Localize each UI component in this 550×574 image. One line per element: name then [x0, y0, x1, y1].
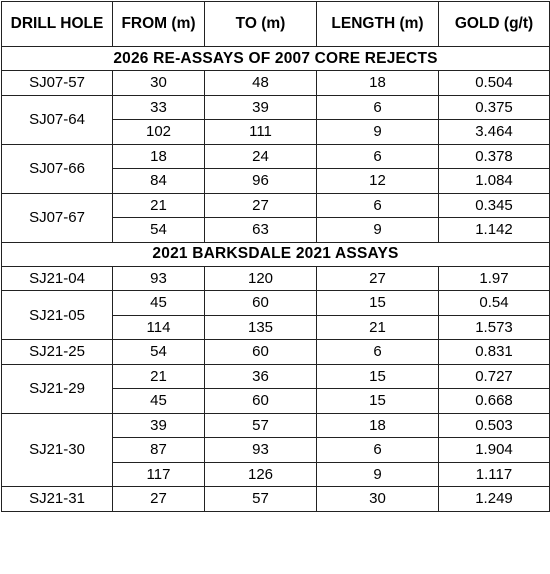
length-cell: 9 — [317, 120, 439, 145]
to-cell: 57 — [205, 413, 317, 438]
gold-cell: 0.378 — [439, 144, 550, 169]
length-cell: 15 — [317, 364, 439, 389]
gold-cell: 0.504 — [439, 71, 550, 96]
gold-cell: 0.503 — [439, 413, 550, 438]
drill-hole-cell: SJ21-29 — [2, 364, 113, 413]
from-cell: 39 — [113, 413, 205, 438]
from-cell: 114 — [113, 315, 205, 340]
table-row — [2, 193, 550, 218]
length-cell: 21 — [317, 315, 439, 340]
to-cell: 120 — [205, 266, 317, 291]
from-cell: 84 — [113, 169, 205, 194]
gold-cell: 0.831 — [439, 340, 550, 365]
gold-cell: 0.375 — [439, 95, 550, 120]
table-row — [2, 291, 550, 316]
length-cell: 18 — [317, 71, 439, 96]
length-cell: 30 — [317, 487, 439, 512]
section-header-row — [2, 242, 550, 266]
length-cell: 15 — [317, 291, 439, 316]
to-cell: 63 — [205, 218, 317, 243]
gold-cell: 0.668 — [439, 389, 550, 414]
drill-hole-cell: SJ07-57 — [2, 71, 113, 96]
to-cell: 96 — [205, 169, 317, 194]
drill-hole-cell: SJ21-04 — [2, 266, 113, 291]
length-cell: 6 — [317, 438, 439, 463]
to-cell: 36 — [205, 364, 317, 389]
gold-cell: 0.727 — [439, 364, 550, 389]
gold-cell: 1.573 — [439, 315, 550, 340]
from-cell: 18 — [113, 144, 205, 169]
length-cell: 18 — [317, 413, 439, 438]
to-cell: 57 — [205, 487, 317, 512]
from-cell: 30 — [113, 71, 205, 96]
to-cell: 39 — [205, 95, 317, 120]
gold-cell: 1.084 — [439, 169, 550, 194]
gold-cell: 3.464 — [439, 120, 550, 145]
table-row — [2, 144, 550, 169]
from-cell: 102 — [113, 120, 205, 145]
to-cell: 60 — [205, 340, 317, 365]
table-body — [2, 47, 550, 512]
assay-results-table — [1, 1, 550, 512]
length-cell: 6 — [317, 340, 439, 365]
to-cell: 60 — [205, 389, 317, 414]
drill-hole-cell: SJ07-67 — [2, 193, 113, 242]
table-row — [2, 71, 550, 96]
drill-hole-cell: SJ07-64 — [2, 95, 113, 144]
from-cell: 33 — [113, 95, 205, 120]
table-row — [2, 413, 550, 438]
to-cell: 60 — [205, 291, 317, 316]
header-to: TO (m) — [205, 2, 317, 47]
section-title: 2026 RE-ASSAYS OF 2007 CORE REJECTS — [2, 47, 550, 71]
length-cell: 12 — [317, 169, 439, 194]
drill-hole-cell: SJ21-31 — [2, 487, 113, 512]
from-cell: 45 — [113, 389, 205, 414]
to-cell: 48 — [205, 71, 317, 96]
length-cell: 9 — [317, 462, 439, 487]
from-cell: 21 — [113, 193, 205, 218]
drill-hole-cell: SJ07-66 — [2, 144, 113, 193]
from-cell: 45 — [113, 291, 205, 316]
gold-cell: 1.117 — [439, 462, 550, 487]
gold-cell: 1.904 — [439, 438, 550, 463]
to-cell: 27 — [205, 193, 317, 218]
drill-hole-cell: SJ21-05 — [2, 291, 113, 340]
table-row — [2, 266, 550, 291]
to-cell: 111 — [205, 120, 317, 145]
length-cell: 9 — [317, 218, 439, 243]
from-cell: 54 — [113, 218, 205, 243]
gold-cell: 1.97 — [439, 266, 550, 291]
length-cell: 27 — [317, 266, 439, 291]
to-cell: 93 — [205, 438, 317, 463]
gold-cell: 1.249 — [439, 487, 550, 512]
length-cell: 6 — [317, 95, 439, 120]
table-row — [2, 487, 550, 512]
from-cell: 87 — [113, 438, 205, 463]
gold-cell: 0.54 — [439, 291, 550, 316]
drill-hole-cell: SJ21-30 — [2, 413, 113, 487]
to-cell: 135 — [205, 315, 317, 340]
to-cell: 126 — [205, 462, 317, 487]
length-cell: 6 — [317, 144, 439, 169]
drill-hole-cell: SJ21-25 — [2, 340, 113, 365]
from-cell: 21 — [113, 364, 205, 389]
table-row — [2, 340, 550, 365]
header-length: LENGTH (m) — [317, 2, 439, 47]
section-header-row — [2, 47, 550, 71]
gold-cell: 1.142 — [439, 218, 550, 243]
header-gold: GOLD (g/t) — [439, 2, 550, 47]
to-cell: 24 — [205, 144, 317, 169]
table-row — [2, 364, 550, 389]
header-from: FROM (m) — [113, 2, 205, 47]
table-row — [2, 95, 550, 120]
header-drill-hole: DRILL HOLE — [2, 2, 113, 47]
section-title: 2021 BARKSDALE 2021 ASSAYS — [2, 242, 550, 266]
length-cell: 6 — [317, 193, 439, 218]
from-cell: 93 — [113, 266, 205, 291]
from-cell: 117 — [113, 462, 205, 487]
length-cell: 15 — [317, 389, 439, 414]
header-row — [2, 2, 550, 47]
from-cell: 27 — [113, 487, 205, 512]
from-cell: 54 — [113, 340, 205, 365]
gold-cell: 0.345 — [439, 193, 550, 218]
